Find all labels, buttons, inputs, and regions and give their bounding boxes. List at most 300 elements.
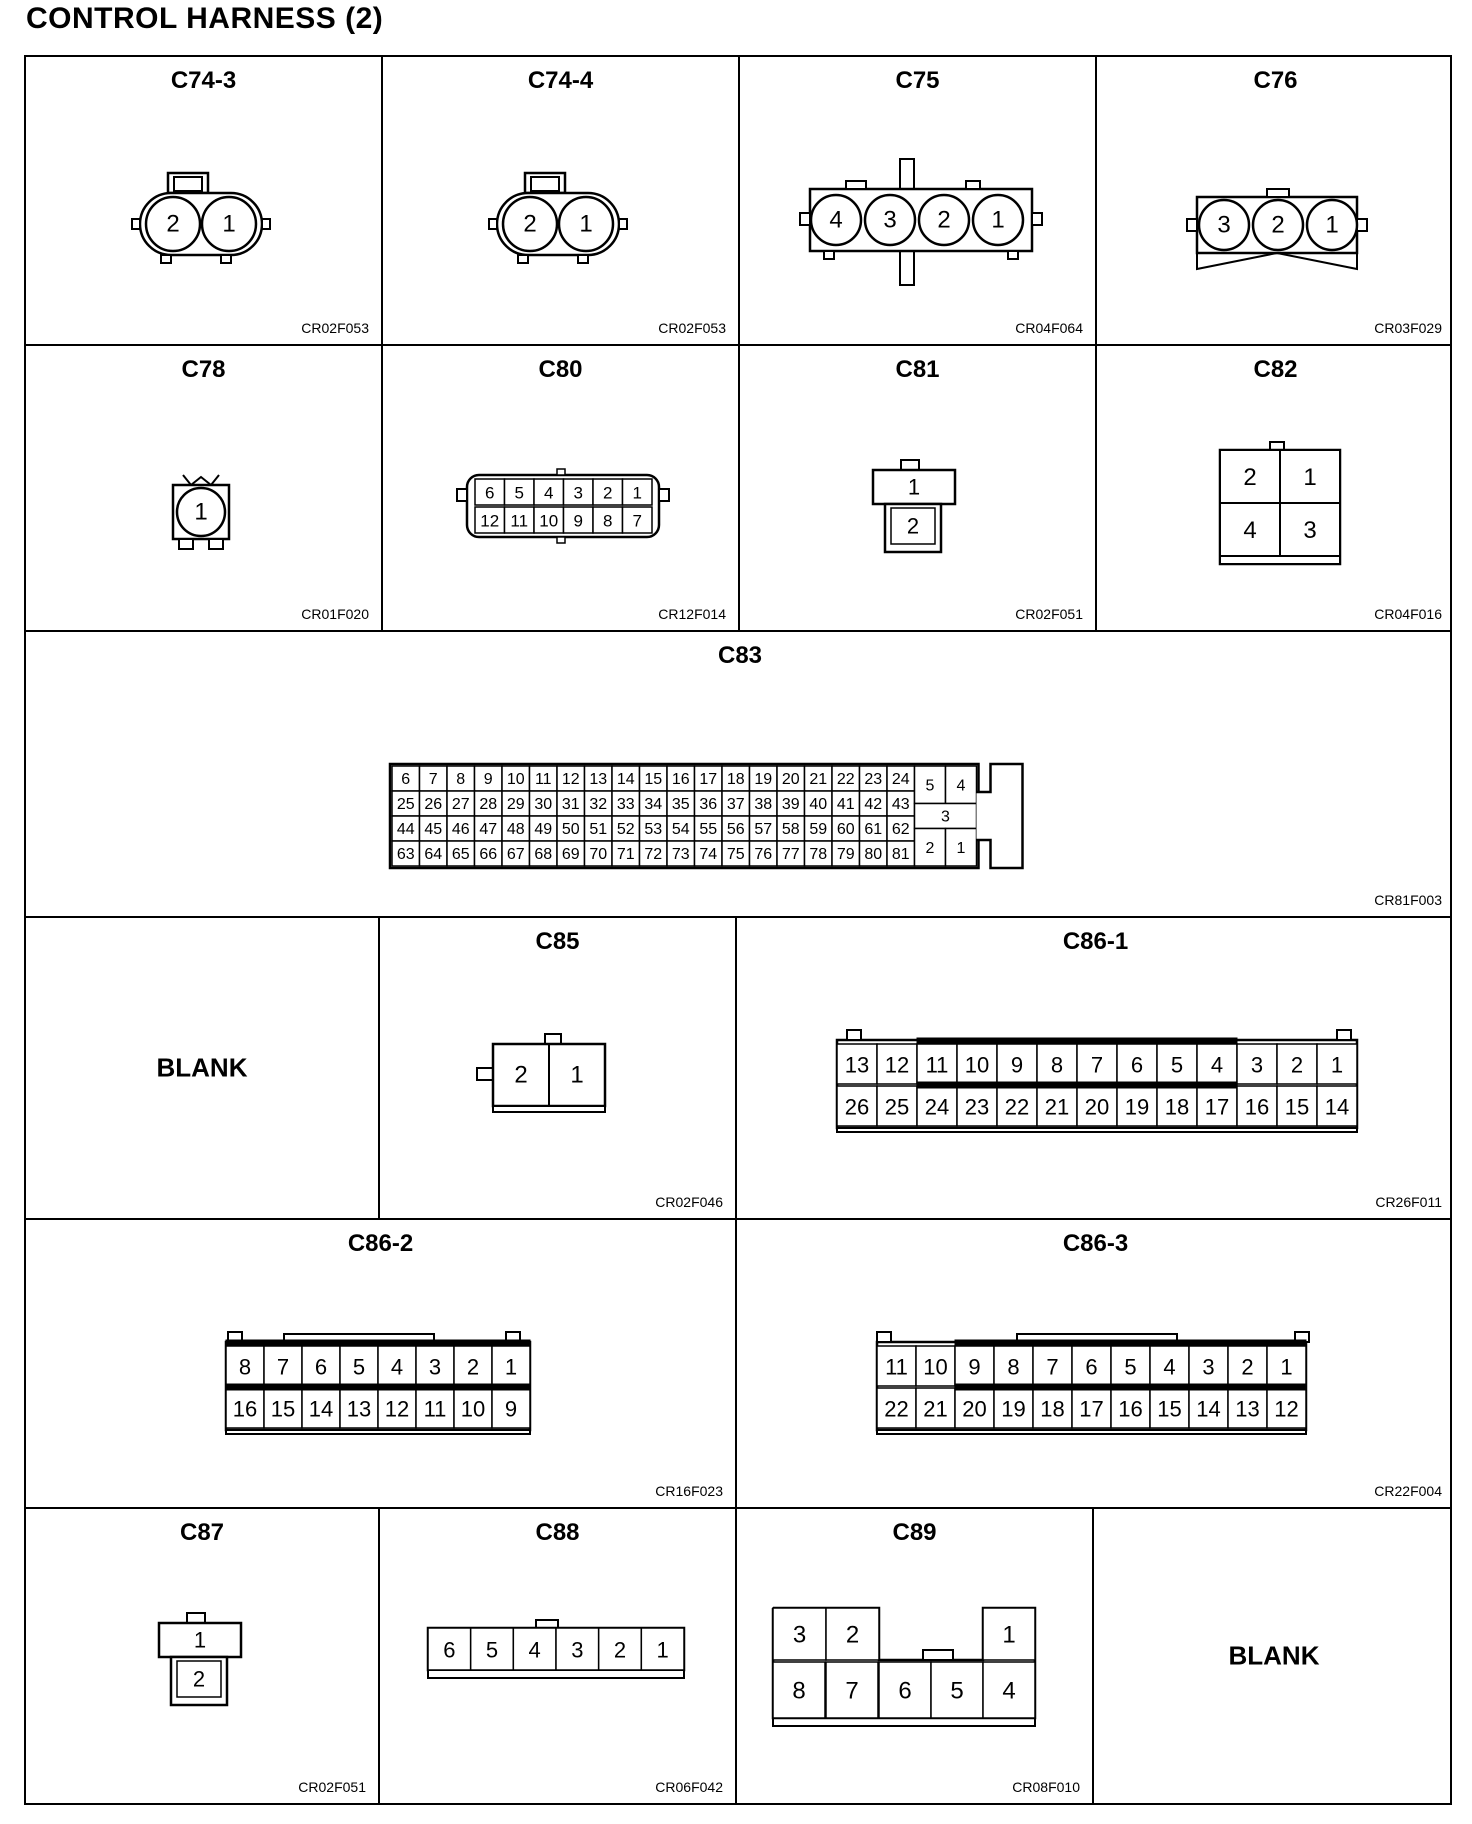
connector-tab bbox=[557, 469, 565, 475]
hatch-strip bbox=[226, 1340, 530, 1346]
drawing-code: CR12F014 bbox=[658, 606, 726, 622]
pin-label: 7 bbox=[428, 771, 438, 788]
pin-label: 6 bbox=[1085, 1354, 1098, 1380]
pin-label: 47 bbox=[479, 821, 498, 838]
pin-label: 1 bbox=[1303, 464, 1317, 491]
pin-label: 1 bbox=[222, 210, 236, 238]
panel-c83 bbox=[26, 632, 1454, 916]
pin-label: 23 bbox=[864, 771, 883, 788]
connector-c86-3-diagram bbox=[867, 1320, 1317, 1440]
connector-tab bbox=[877, 1332, 891, 1342]
panel-c82 bbox=[1097, 346, 1454, 630]
blank-label: BLANK bbox=[156, 1052, 248, 1083]
connector-skirt bbox=[837, 1128, 1357, 1132]
drawing-code: CR81F003 bbox=[1374, 892, 1442, 908]
connector-tab bbox=[578, 255, 588, 263]
pin-label: 53 bbox=[644, 821, 663, 838]
pin-label: 10 bbox=[964, 1052, 990, 1078]
pin-label: 81 bbox=[891, 846, 910, 863]
pin-label: 1 bbox=[570, 1061, 584, 1089]
pin-label: 35 bbox=[671, 796, 690, 813]
pin-label: 51 bbox=[589, 821, 608, 838]
pin-label: 57 bbox=[754, 821, 773, 838]
pin-label: 78 bbox=[809, 846, 828, 863]
pin-label: 20 bbox=[781, 771, 800, 788]
pin-label: 3 bbox=[573, 483, 583, 503]
pin-label: 2 bbox=[613, 1637, 627, 1663]
connector-latch bbox=[174, 177, 202, 191]
connector-tab bbox=[489, 219, 497, 229]
pin-label: 4 bbox=[1243, 517, 1257, 544]
pin-label: 12 bbox=[1274, 1396, 1299, 1422]
connector-name: C88 bbox=[535, 1519, 580, 1546]
pin-label: 20 bbox=[962, 1396, 987, 1422]
pin-label: 29 bbox=[506, 796, 525, 813]
pin-label: 6 bbox=[443, 1637, 456, 1663]
pin-label: 79 bbox=[836, 846, 855, 863]
pin-label: 1 bbox=[1002, 1621, 1016, 1649]
drawing-code: CR22F004 bbox=[1374, 1483, 1442, 1499]
pin-label: 17 bbox=[699, 771, 718, 788]
pin-label: 6 bbox=[485, 483, 495, 503]
connector-name: C86-2 bbox=[347, 1230, 414, 1257]
pin-label: 1 bbox=[991, 206, 1005, 234]
pin-label: 9 bbox=[504, 1396, 518, 1422]
pin-label: 75 bbox=[726, 846, 745, 863]
pin-label: 65 bbox=[451, 846, 470, 863]
pin-label: 4 bbox=[1210, 1052, 1224, 1078]
pin-label: 11 bbox=[534, 771, 552, 788]
pin-label: 2 bbox=[937, 206, 951, 234]
connector-skirt bbox=[428, 1670, 684, 1678]
connector-latch bbox=[183, 475, 219, 485]
pin-label: 59 bbox=[809, 821, 828, 838]
pin-label: 8 bbox=[1007, 1354, 1020, 1380]
pin-label: 4 bbox=[829, 206, 843, 234]
pin-label: 2 bbox=[523, 210, 537, 238]
pin-label: 2 bbox=[514, 1061, 528, 1089]
pin-label: 5 bbox=[352, 1354, 366, 1380]
panel-c74-4 bbox=[383, 57, 740, 344]
connector-tab bbox=[518, 255, 528, 263]
connector-c75-diagram bbox=[790, 157, 1050, 287]
pin-label: 44 bbox=[396, 821, 415, 838]
pin-label: 1 bbox=[194, 498, 208, 526]
pin-label: 11 bbox=[925, 1052, 949, 1078]
panel-blank-1 bbox=[26, 918, 380, 1218]
pin-label: 71 bbox=[616, 846, 635, 863]
pin-label: 10 bbox=[539, 511, 559, 531]
pin-label: 19 bbox=[1001, 1396, 1026, 1422]
pin-label: 2 bbox=[603, 483, 613, 503]
pin-label: 50 bbox=[561, 821, 580, 838]
connector-c82-diagram bbox=[1202, 436, 1352, 576]
row-1 bbox=[26, 57, 1450, 346]
connector-name: C74-4 bbox=[527, 67, 594, 94]
drawing-code: CR26F011 bbox=[1375, 1194, 1442, 1210]
pin-label: 14 bbox=[616, 771, 635, 788]
pin-label: 2 bbox=[192, 1666, 206, 1692]
connector-tab bbox=[179, 539, 193, 549]
connector-latch bbox=[545, 1034, 561, 1044]
pin-label: 3 bbox=[428, 1354, 442, 1380]
pin-label: 42 bbox=[864, 796, 883, 813]
pin-label: 17 bbox=[1079, 1396, 1104, 1422]
pin-label: 62 bbox=[891, 821, 910, 838]
connector-c78-diagram bbox=[161, 461, 241, 561]
panel-c74-3 bbox=[26, 57, 383, 344]
pin-label: 7 bbox=[276, 1354, 290, 1380]
connector-tab bbox=[1187, 219, 1197, 231]
row-5 bbox=[26, 1220, 1450, 1509]
pin-label: 68 bbox=[534, 846, 553, 863]
pin-label: 15 bbox=[644, 771, 663, 788]
pin-label: 12 bbox=[561, 771, 580, 788]
panel-c86-2 bbox=[26, 1220, 737, 1507]
hatch-strip bbox=[917, 1082, 1237, 1088]
pin-label: 18 bbox=[1040, 1396, 1065, 1422]
pin-label: 3 bbox=[941, 808, 950, 826]
pin-label: 2 bbox=[466, 1354, 480, 1380]
pin-label: 73 bbox=[671, 846, 690, 863]
row-3 bbox=[26, 632, 1450, 918]
pin-label: 45 bbox=[424, 821, 443, 838]
pin-label: 19 bbox=[1124, 1094, 1150, 1120]
pin-label: 3 bbox=[792, 1621, 807, 1649]
connector-skirt bbox=[226, 1430, 530, 1434]
pin-label: 15 bbox=[270, 1396, 296, 1422]
connector-tab bbox=[557, 537, 565, 543]
pin-label: 28 bbox=[479, 796, 498, 813]
connector-c87-diagram bbox=[151, 1609, 261, 1719]
connector-tab bbox=[161, 255, 171, 263]
panel-c80 bbox=[383, 346, 740, 630]
drawing-code: CR02F046 bbox=[655, 1194, 723, 1210]
panel-c87 bbox=[26, 1509, 380, 1803]
pin-label: 2 bbox=[1271, 211, 1285, 239]
pin-label: 3 bbox=[1217, 211, 1231, 239]
pin-label: 7 bbox=[1090, 1052, 1104, 1078]
connector-name: C89 bbox=[892, 1519, 937, 1546]
panel-c85 bbox=[380, 918, 737, 1218]
panel-c86-1 bbox=[737, 918, 1454, 1218]
pin-label: 46 bbox=[451, 821, 470, 838]
pin-label: 32 bbox=[589, 796, 608, 813]
connector-name: C75 bbox=[895, 67, 940, 94]
pin-label: 4 bbox=[1163, 1354, 1176, 1380]
panel-c86-3 bbox=[737, 1220, 1454, 1507]
pin-label: 76 bbox=[754, 846, 773, 863]
connector-c80-diagram bbox=[453, 461, 673, 551]
drawing-code: CR02F051 bbox=[298, 1779, 366, 1795]
pin-label: 5 bbox=[950, 1677, 964, 1705]
pin-label: 24 bbox=[891, 771, 910, 788]
pin-label: 14 bbox=[308, 1396, 334, 1422]
drawing-code: CR02F053 bbox=[301, 320, 369, 336]
connector-name: C81 bbox=[895, 356, 940, 383]
connector-tab bbox=[221, 255, 231, 263]
drawing-code: CR16F023 bbox=[655, 1483, 723, 1499]
connector-name: C76 bbox=[1253, 67, 1298, 94]
pin-label: 1 bbox=[504, 1354, 518, 1380]
connector-tab bbox=[1337, 1030, 1351, 1040]
pin-label: 61 bbox=[864, 821, 883, 838]
pin-label: 14 bbox=[1196, 1396, 1221, 1422]
pin-label: 58 bbox=[781, 821, 800, 838]
pin-label: 21 bbox=[923, 1396, 948, 1422]
pin-label: 4 bbox=[956, 777, 966, 795]
connector-tab bbox=[966, 181, 980, 189]
pin-label: 15 bbox=[1284, 1094, 1310, 1120]
pin-label: 3 bbox=[883, 206, 897, 234]
pin-label: 6 bbox=[898, 1677, 912, 1705]
pin-label: 24 bbox=[924, 1094, 950, 1120]
pin-label: 18 bbox=[1164, 1094, 1190, 1120]
pin-label: 6 bbox=[401, 771, 411, 788]
pin-label: 13 bbox=[346, 1396, 372, 1422]
pin-label: 7 bbox=[1046, 1354, 1059, 1380]
pin-label: 1 bbox=[1330, 1052, 1344, 1078]
pin-label: 41 bbox=[836, 796, 855, 813]
pin-label: 1 bbox=[1325, 211, 1339, 239]
pin-label: 2 bbox=[845, 1621, 860, 1649]
row-2 bbox=[26, 346, 1450, 632]
pin-label: 8 bbox=[456, 771, 466, 788]
pin-label: 2 bbox=[166, 210, 180, 238]
pin-label: 3 bbox=[1303, 517, 1317, 544]
pin-label: 40 bbox=[809, 796, 828, 813]
connector-c88-diagram bbox=[420, 1614, 690, 1694]
pin-label: 12 bbox=[384, 1396, 410, 1422]
pin-label: 20 bbox=[1084, 1094, 1110, 1120]
pin-label: 22 bbox=[1004, 1094, 1030, 1120]
connector-latch bbox=[531, 177, 559, 191]
connector-latch bbox=[187, 1613, 205, 1623]
pin-label: 70 bbox=[589, 846, 608, 863]
pin-label: 12 bbox=[884, 1052, 910, 1078]
pin-label: 25 bbox=[884, 1094, 910, 1120]
row-4 bbox=[26, 918, 1450, 1220]
pin-label: 63 bbox=[396, 846, 415, 863]
connector-tab bbox=[1032, 213, 1042, 225]
drawing-code: CR08F010 bbox=[1012, 1779, 1080, 1795]
pin-label: 9 bbox=[968, 1354, 981, 1380]
pin-label: 18 bbox=[726, 771, 745, 788]
connector-c76-diagram bbox=[1177, 177, 1377, 277]
connector-c89-diagram bbox=[767, 1604, 1047, 1744]
row-6 bbox=[26, 1509, 1450, 1803]
pin-label: 2 bbox=[1241, 1354, 1254, 1380]
connector-grid bbox=[24, 55, 1452, 1805]
pin-label: 8 bbox=[1050, 1052, 1064, 1078]
pin-label: 1 bbox=[956, 839, 966, 857]
panel-c88 bbox=[380, 1509, 737, 1803]
pin-label: 8 bbox=[238, 1354, 252, 1380]
connector-tab bbox=[1008, 251, 1018, 259]
connector-tab bbox=[477, 1068, 493, 1080]
hatch-strip bbox=[917, 1038, 1237, 1044]
pin-label: 13 bbox=[1235, 1396, 1260, 1422]
pin-label: 69 bbox=[561, 846, 580, 863]
page-title: CONTROL HARNESS (2) bbox=[26, 2, 384, 35]
pin-label: 9 bbox=[573, 511, 583, 531]
pin-label: 5 bbox=[1124, 1354, 1137, 1380]
connector-latch bbox=[977, 764, 1023, 868]
pin-label: 60 bbox=[836, 821, 855, 838]
pin-label: 1 bbox=[907, 474, 921, 500]
connector-c74-4-diagram bbox=[483, 167, 633, 267]
pin-label: 8 bbox=[603, 511, 613, 531]
drawing-code: CR06F042 bbox=[655, 1779, 723, 1795]
connector-c81-diagram bbox=[865, 456, 975, 566]
pin-label: 49 bbox=[534, 821, 553, 838]
pin-label: 37 bbox=[726, 796, 745, 813]
pin-label: 30 bbox=[534, 796, 553, 813]
pin-label: 7 bbox=[845, 1677, 859, 1705]
pin-label: 16 bbox=[232, 1396, 258, 1422]
pin-label: 48 bbox=[506, 821, 525, 838]
pin-label: 10 bbox=[923, 1354, 948, 1380]
panel-c81 bbox=[740, 346, 1097, 630]
connector-tab bbox=[457, 489, 467, 501]
pin-label: 13 bbox=[844, 1052, 870, 1078]
pin-label: 5 bbox=[514, 483, 524, 503]
pin-label: 27 bbox=[451, 796, 470, 813]
connector-name: C87 bbox=[179, 1519, 225, 1546]
connector-skirt bbox=[1197, 253, 1357, 269]
pin-label: 7 bbox=[632, 511, 642, 531]
panel-c78 bbox=[26, 346, 383, 630]
drawing-code: CR02F051 bbox=[1015, 606, 1083, 622]
drawing-code: CR04F064 bbox=[1015, 320, 1083, 336]
pin-label: 64 bbox=[424, 846, 443, 863]
connector-tab bbox=[209, 539, 223, 549]
connector-c85-diagram bbox=[475, 1028, 625, 1138]
pin-label: 5 bbox=[485, 1637, 499, 1663]
drawing-code: CR02F053 bbox=[658, 320, 726, 336]
pin-label: 3 bbox=[571, 1637, 584, 1663]
pin-label: 2 bbox=[1243, 464, 1257, 491]
pin-label: 26 bbox=[844, 1094, 870, 1120]
connector-tab bbox=[847, 1030, 861, 1040]
pin-label: 15 bbox=[1157, 1396, 1182, 1422]
connector-c74-3-diagram bbox=[126, 167, 276, 267]
connector-tab bbox=[1357, 219, 1367, 231]
panel-c89 bbox=[737, 1509, 1094, 1803]
pin-label: 9 bbox=[1010, 1052, 1024, 1078]
panel-blank-2 bbox=[1094, 1509, 1454, 1803]
hatch-strip bbox=[955, 1384, 1306, 1390]
pin-label: 1 bbox=[656, 1637, 669, 1663]
pin-label: 22 bbox=[836, 771, 855, 788]
connector-tab bbox=[1267, 189, 1289, 197]
connector-name: C86-3 bbox=[1062, 1230, 1129, 1257]
pin-label: 34 bbox=[644, 796, 663, 813]
pin-label: 17 bbox=[1204, 1094, 1230, 1120]
blank-label: BLANK bbox=[1228, 1640, 1320, 1671]
pin-label: 77 bbox=[781, 846, 800, 863]
pin-label: 16 bbox=[671, 771, 690, 788]
pin-label: 12 bbox=[480, 511, 500, 531]
pin-label: 55 bbox=[699, 821, 718, 838]
connector-name: C82 bbox=[1253, 356, 1298, 383]
pin-label: 11 bbox=[423, 1396, 447, 1422]
pin-label: 1 bbox=[1280, 1354, 1293, 1380]
pin-label: 38 bbox=[754, 796, 773, 813]
pin-label: 11 bbox=[885, 1354, 908, 1380]
drawing-code: CR04F016 bbox=[1374, 606, 1442, 622]
pin-label: 2 bbox=[906, 513, 920, 539]
connector-skirt bbox=[1220, 556, 1340, 564]
pin-label: 6 bbox=[1130, 1052, 1144, 1078]
pin-label: 4 bbox=[544, 483, 554, 503]
pin-label: 14 bbox=[1324, 1094, 1350, 1120]
pin-label: 1 bbox=[632, 483, 642, 503]
pin-label: 4 bbox=[390, 1354, 404, 1380]
pin-label: 4 bbox=[528, 1637, 541, 1663]
pin-label: 25 bbox=[396, 796, 415, 813]
pin-label: 5 bbox=[1170, 1052, 1184, 1078]
connector-latch bbox=[901, 460, 919, 470]
pin-label: 26 bbox=[424, 796, 443, 813]
pin-label: 1 bbox=[193, 1627, 207, 1653]
drawing-code: CR03F029 bbox=[1374, 320, 1442, 336]
hatch-strip bbox=[955, 1340, 1306, 1346]
pin-label: 16 bbox=[1118, 1396, 1143, 1422]
pin-label: 22 bbox=[884, 1396, 909, 1422]
connector-skirt bbox=[493, 1106, 605, 1112]
connector-c83-diagram bbox=[366, 692, 1126, 872]
panel-c76 bbox=[1097, 57, 1454, 344]
pin-label: 21 bbox=[809, 771, 828, 788]
pin-label: 31 bbox=[561, 796, 580, 813]
pin-label: 4 bbox=[1002, 1677, 1016, 1705]
pin-label: 1 bbox=[579, 210, 593, 238]
pin-label: 2 bbox=[925, 839, 935, 857]
connector-tab bbox=[262, 219, 270, 229]
connector-c86-1-diagram bbox=[827, 1018, 1367, 1138]
pin-label: 8 bbox=[792, 1677, 806, 1705]
connector-name: C80 bbox=[538, 356, 583, 383]
pin-label: 74 bbox=[699, 846, 718, 863]
connector-name: C74-3 bbox=[170, 67, 237, 94]
pin-label: 54 bbox=[671, 821, 690, 838]
hatch-strip bbox=[226, 1384, 530, 1390]
connector-c86-2-diagram bbox=[216, 1320, 546, 1440]
connector-tab bbox=[619, 219, 627, 229]
pin-label: 19 bbox=[754, 771, 773, 788]
connector-name: C83 bbox=[717, 642, 763, 669]
connector-name: C86-1 bbox=[1062, 928, 1129, 955]
drawing-code: CR01F020 bbox=[301, 606, 369, 622]
pin-label: 23 bbox=[964, 1094, 990, 1120]
connector-name: C85 bbox=[535, 928, 580, 955]
pin-label: 2 bbox=[1290, 1052, 1304, 1078]
connector-tab bbox=[132, 219, 140, 229]
connector-tab bbox=[800, 213, 810, 225]
pin-label: 52 bbox=[616, 821, 635, 838]
connector-name: C78 bbox=[181, 356, 226, 383]
connector-skirt bbox=[877, 1430, 1306, 1434]
pin-label: 36 bbox=[699, 796, 718, 813]
pin-label: 3 bbox=[1202, 1354, 1215, 1380]
connector-latch bbox=[923, 1650, 953, 1660]
pin-label: 39 bbox=[781, 796, 800, 813]
pin-label: 16 bbox=[1244, 1094, 1270, 1120]
pin-label: 6 bbox=[314, 1354, 328, 1380]
pin-label: 72 bbox=[644, 846, 663, 863]
pin-label: 21 bbox=[1044, 1094, 1070, 1120]
